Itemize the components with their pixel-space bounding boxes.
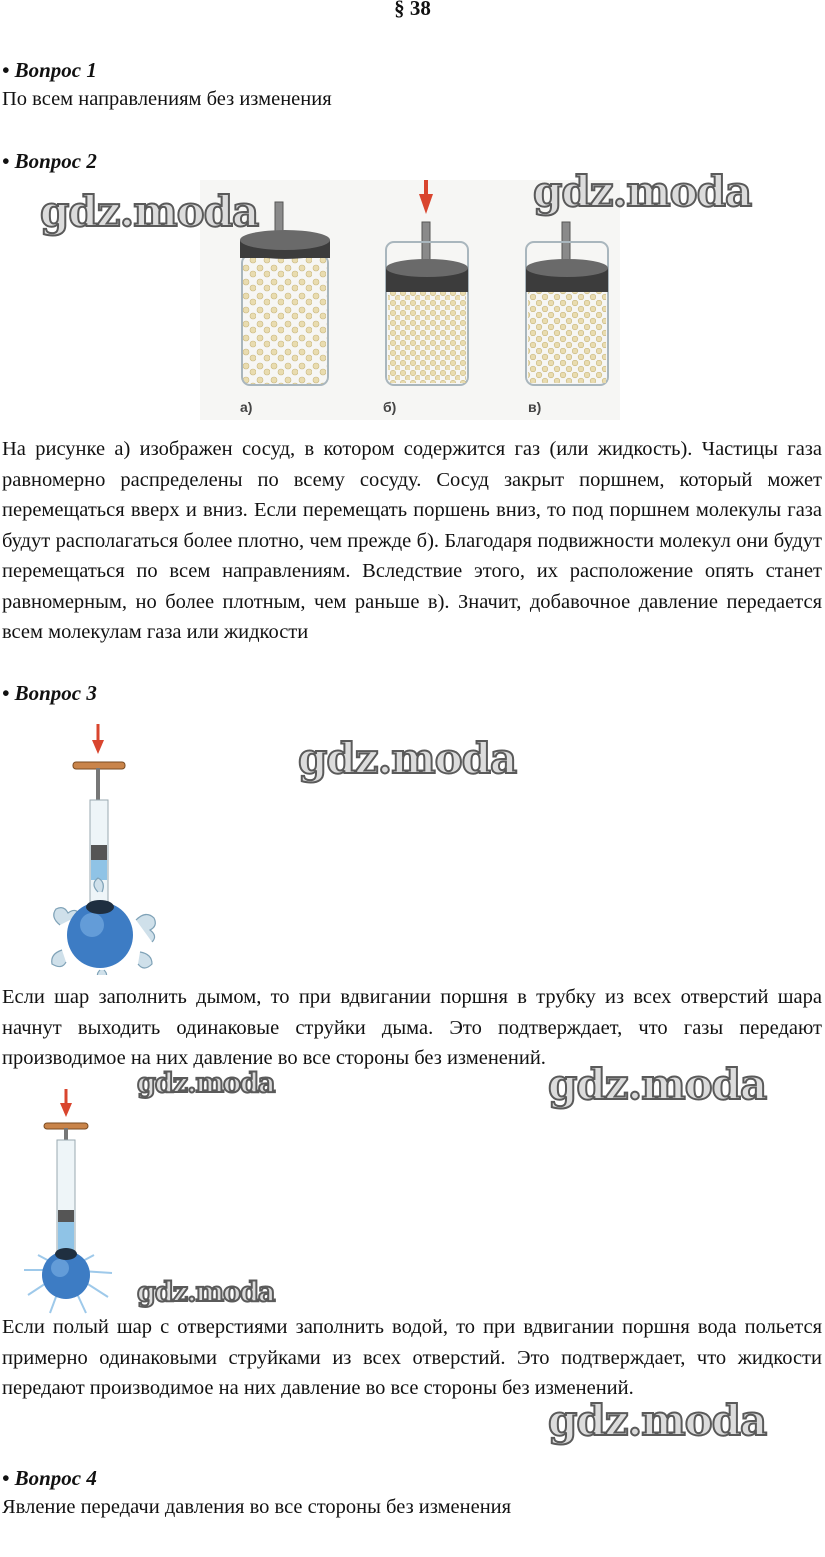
question-2-heading: • Вопрос 2 <box>2 149 97 173</box>
question-1-answer: По всем направлениям без изменения <box>2 88 332 110</box>
question-3-heading: • Вопрос 3 <box>2 681 97 705</box>
figure-label-b: б) <box>383 399 397 415</box>
watermark: gdz.moda <box>548 1396 767 1445</box>
piston-vessels-figure <box>200 180 620 420</box>
question-3-water-answer: Если полый шар с отверстиями заполнить водой, то при вдвигании поршня вода польется примерно одинаковыми струйками из всех отверстий. Это подтверждает, что жидкости передают производимое на них давление во все стороны без изменений. <box>2 1316 822 1399</box>
watermark: gdz.moda <box>137 1068 275 1099</box>
figure-label-c: в) <box>528 399 542 415</box>
question-4-heading: • Вопрос 4 <box>2 1466 97 1490</box>
watermark: gdz.moda <box>298 734 517 783</box>
watermark: gdz.moda <box>548 1060 767 1109</box>
question-3-smoke-answer: Если шар заполнить дымом, то при вдвигании поршня в трубку из всех отверстий шара начнут выходить одинаковые струйки дыма. Это подтверждает, что газы передают производимое на них давление во все стороны без изменений. <box>2 986 822 1069</box>
figure-label-a: а) <box>240 399 253 415</box>
arrow-down-icon <box>60 1103 72 1117</box>
watermark: gdz.moda <box>137 1277 275 1308</box>
arrow-down-icon <box>92 740 104 754</box>
question-1-heading: • Вопрос 1 <box>2 58 97 82</box>
smoke-ball-apparatus <box>40 720 170 975</box>
watermark: gdz.moda <box>40 187 259 236</box>
question-4-answer: Явление передачи давления во все стороны без изменения <box>2 1496 512 1518</box>
water-ball-apparatus <box>20 1085 130 1320</box>
watermark: gdz.moda <box>533 167 752 216</box>
question-2-answer: На рисунке а) изображен сосуд, в котором содержится газ (или жидкость). Частицы газа равномерно распределены по всему сосуду. Сосуд закрыт поршнем, который может перемещаться вверх и вниз. Если перемещать поршень вниз, то под поршнем молекулы газа будут располагаться более плотно, чем прежде б). Благодаря подвижности молекул они будут перемещаться по всем направлениям. Вследствие этого, их расположение опять станет равномерным, но более плотным, чем раньше в). Значит, добавочное давление передается всем молекулам газа или жидкости <box>2 438 822 643</box>
page-title: § 38 <box>394 0 431 20</box>
